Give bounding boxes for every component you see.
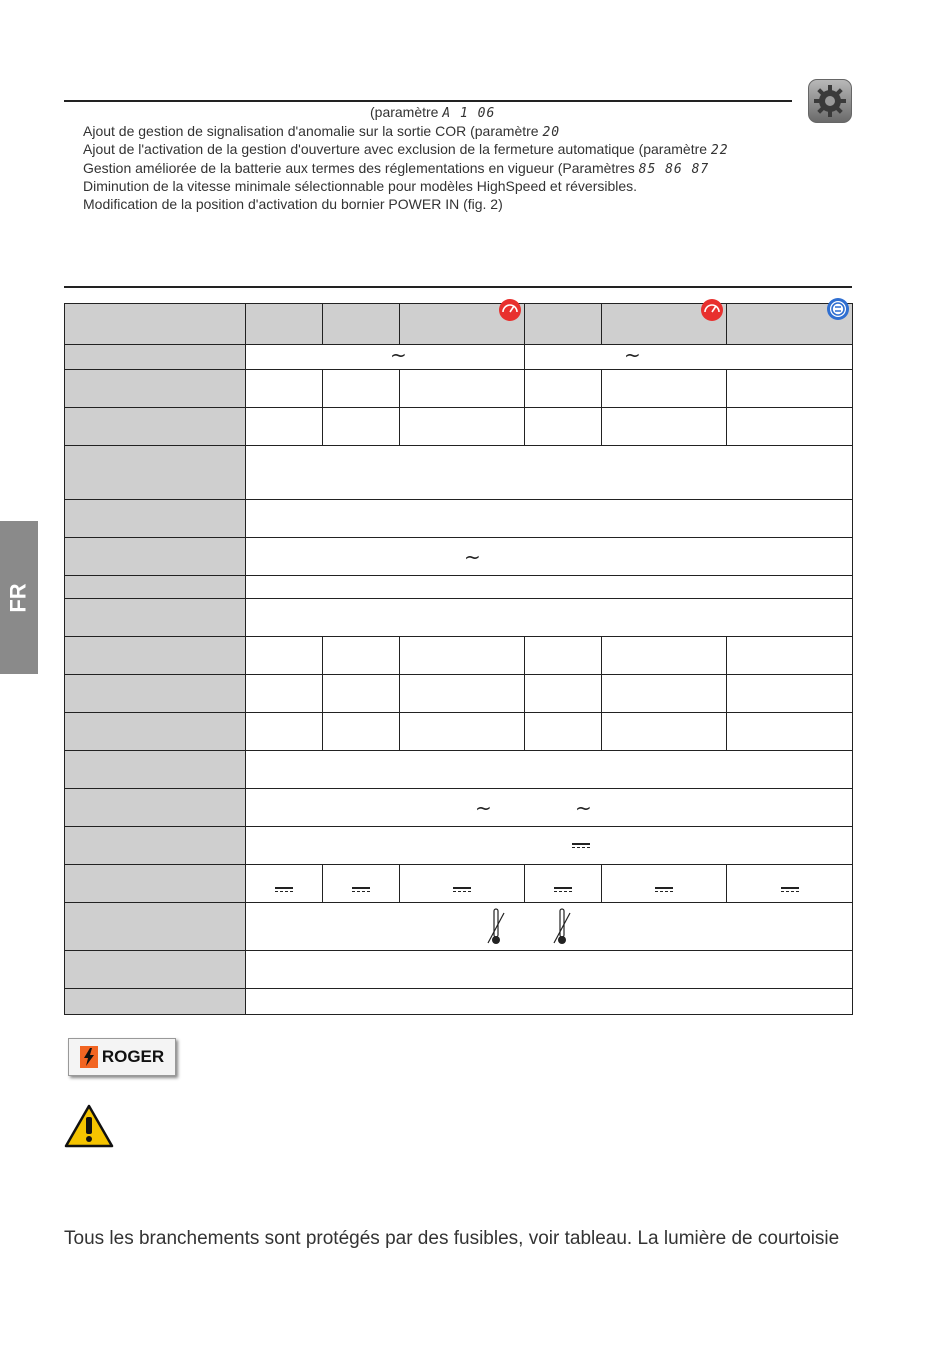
table-cell xyxy=(525,637,602,675)
table-row xyxy=(65,500,853,538)
table-row xyxy=(65,538,853,576)
table-cell xyxy=(246,576,853,599)
row-label xyxy=(65,408,246,446)
dc-symbol-icon xyxy=(275,887,293,893)
table-cell xyxy=(727,865,853,903)
table-cell xyxy=(246,713,323,751)
table-cell xyxy=(400,370,525,408)
changelog-line-4: Gestion améliorée de la batterie aux termes des réglementations en vigueur (Paramètres 85 86 87 xyxy=(83,159,710,177)
dc-symbol-icon xyxy=(781,887,799,893)
table-cell xyxy=(400,408,525,446)
table-cell xyxy=(727,637,853,675)
header-cell xyxy=(525,304,602,345)
table-row xyxy=(65,345,853,370)
header-cell xyxy=(602,304,727,345)
table-cell xyxy=(246,345,525,370)
table-row xyxy=(65,751,853,789)
table-cell xyxy=(525,408,602,446)
changelog-line-5: Diminution de la vitesse minimale sélectionnable pour modèles HighSpeed et réversibles. xyxy=(83,178,638,195)
dc-symbol-icon xyxy=(352,887,370,893)
table-cell xyxy=(727,713,853,751)
table-cell xyxy=(246,599,853,637)
table-cell xyxy=(323,865,400,903)
row-label xyxy=(65,751,246,789)
table-cell xyxy=(246,637,323,675)
row-label xyxy=(65,446,246,500)
row-label xyxy=(65,500,246,538)
table-cell xyxy=(602,713,727,751)
table-cell xyxy=(246,500,853,538)
table-cell xyxy=(246,408,323,446)
table-row xyxy=(65,576,853,599)
top-rule-1 xyxy=(64,100,792,102)
table-row xyxy=(65,446,853,500)
row-label xyxy=(65,538,246,576)
table-row xyxy=(65,903,853,951)
table-row xyxy=(65,408,853,446)
table-cell xyxy=(323,637,400,675)
table-cell xyxy=(400,713,525,751)
dc-symbol-icon xyxy=(453,887,471,893)
roger-logo: ROGER xyxy=(68,1038,176,1076)
table-cell xyxy=(246,538,853,576)
warning-icon xyxy=(64,1104,114,1148)
row-label xyxy=(65,370,246,408)
table-cell xyxy=(246,446,853,500)
header-cell xyxy=(323,304,400,345)
table-row xyxy=(65,599,853,637)
alternating-current-symbol: ~ xyxy=(575,796,592,820)
table-row xyxy=(65,989,853,1015)
table-row xyxy=(65,370,853,408)
table-cell xyxy=(602,675,727,713)
table-cell xyxy=(246,370,323,408)
row-label xyxy=(65,865,246,903)
spec-table xyxy=(64,303,853,1015)
row-label xyxy=(65,713,246,751)
table-cell xyxy=(525,865,602,903)
table-cell xyxy=(602,370,727,408)
table-row xyxy=(65,865,853,903)
dc-symbol-icon xyxy=(655,887,673,893)
footer-paragraph: Tous les branchements sont protégés par des fusibles, voir tableau. La lumière de courtoisie xyxy=(64,1228,840,1249)
table-cell xyxy=(246,751,853,789)
alternating-current-symbol: ~ xyxy=(390,343,407,367)
table-row xyxy=(65,789,853,827)
changelog-line-6: Modification de la position d'activation du bornier POWER IN (fig. 2) xyxy=(83,195,503,212)
table-cell xyxy=(400,637,525,675)
table-cell xyxy=(602,637,727,675)
table-row xyxy=(65,951,853,989)
table-cell xyxy=(525,370,602,408)
row-label xyxy=(65,345,246,370)
table-cell xyxy=(525,713,602,751)
table-row xyxy=(65,713,853,751)
row-label xyxy=(65,576,246,599)
table-cell xyxy=(525,345,853,370)
changelog-line-1: (paramètre A 1 06 xyxy=(370,104,496,121)
language-tab: FR xyxy=(0,521,38,674)
reversible-icon xyxy=(826,297,850,321)
table-cell xyxy=(246,989,853,1015)
table-cell xyxy=(400,675,525,713)
table-row xyxy=(65,637,853,675)
table-cell xyxy=(323,370,400,408)
alternating-current-symbol: ~ xyxy=(464,545,481,569)
header-cell xyxy=(727,304,853,345)
row-label xyxy=(65,789,246,827)
table-cell xyxy=(727,675,853,713)
table-row xyxy=(65,675,853,713)
row-label xyxy=(65,989,246,1015)
row-label xyxy=(65,827,246,865)
lightning-bolt-icon xyxy=(80,1046,98,1068)
table-cell xyxy=(323,408,400,446)
alternating-current-symbol: ~ xyxy=(624,343,641,367)
table-cell xyxy=(246,865,323,903)
table-header-row xyxy=(65,304,853,345)
row-label xyxy=(65,637,246,675)
row-label xyxy=(65,599,246,637)
speedometer-icon xyxy=(498,298,522,322)
header-cell xyxy=(65,304,246,345)
changelog-list xyxy=(83,104,823,214)
table-cell xyxy=(246,827,853,865)
thermometer-icon xyxy=(552,907,572,947)
dc-symbol-icon xyxy=(554,887,572,893)
table-cell xyxy=(246,951,853,989)
row-label xyxy=(65,903,246,951)
table-row xyxy=(65,827,853,865)
dc-symbol-icon xyxy=(572,843,590,849)
header-cell xyxy=(246,304,323,345)
table-cell xyxy=(525,675,602,713)
thermometer-icon xyxy=(486,907,506,947)
changelog-line-3: Ajout de l'activation de la gestion d'ouverture avec exclusion de la fermeture automatique (paramètre 22 xyxy=(83,141,729,159)
table-cell xyxy=(246,675,323,713)
table-cell xyxy=(400,865,525,903)
table-cell xyxy=(602,408,727,446)
table-cell xyxy=(323,675,400,713)
row-label xyxy=(65,675,246,713)
row-label xyxy=(65,951,246,989)
table-cell xyxy=(246,903,853,951)
table-cell xyxy=(323,713,400,751)
table-cell xyxy=(246,789,853,827)
table-cell xyxy=(727,370,853,408)
top-rule-2 xyxy=(64,286,852,288)
table-cell xyxy=(602,865,727,903)
alternating-current-symbol: ~ xyxy=(475,796,492,820)
header-cell xyxy=(400,304,525,345)
changelog-line-2: Ajout de gestion de signalisation d'anomalie sur la sortie COR (paramètre 20 xyxy=(83,122,561,140)
table-cell xyxy=(727,408,853,446)
speedometer-icon xyxy=(700,298,724,322)
